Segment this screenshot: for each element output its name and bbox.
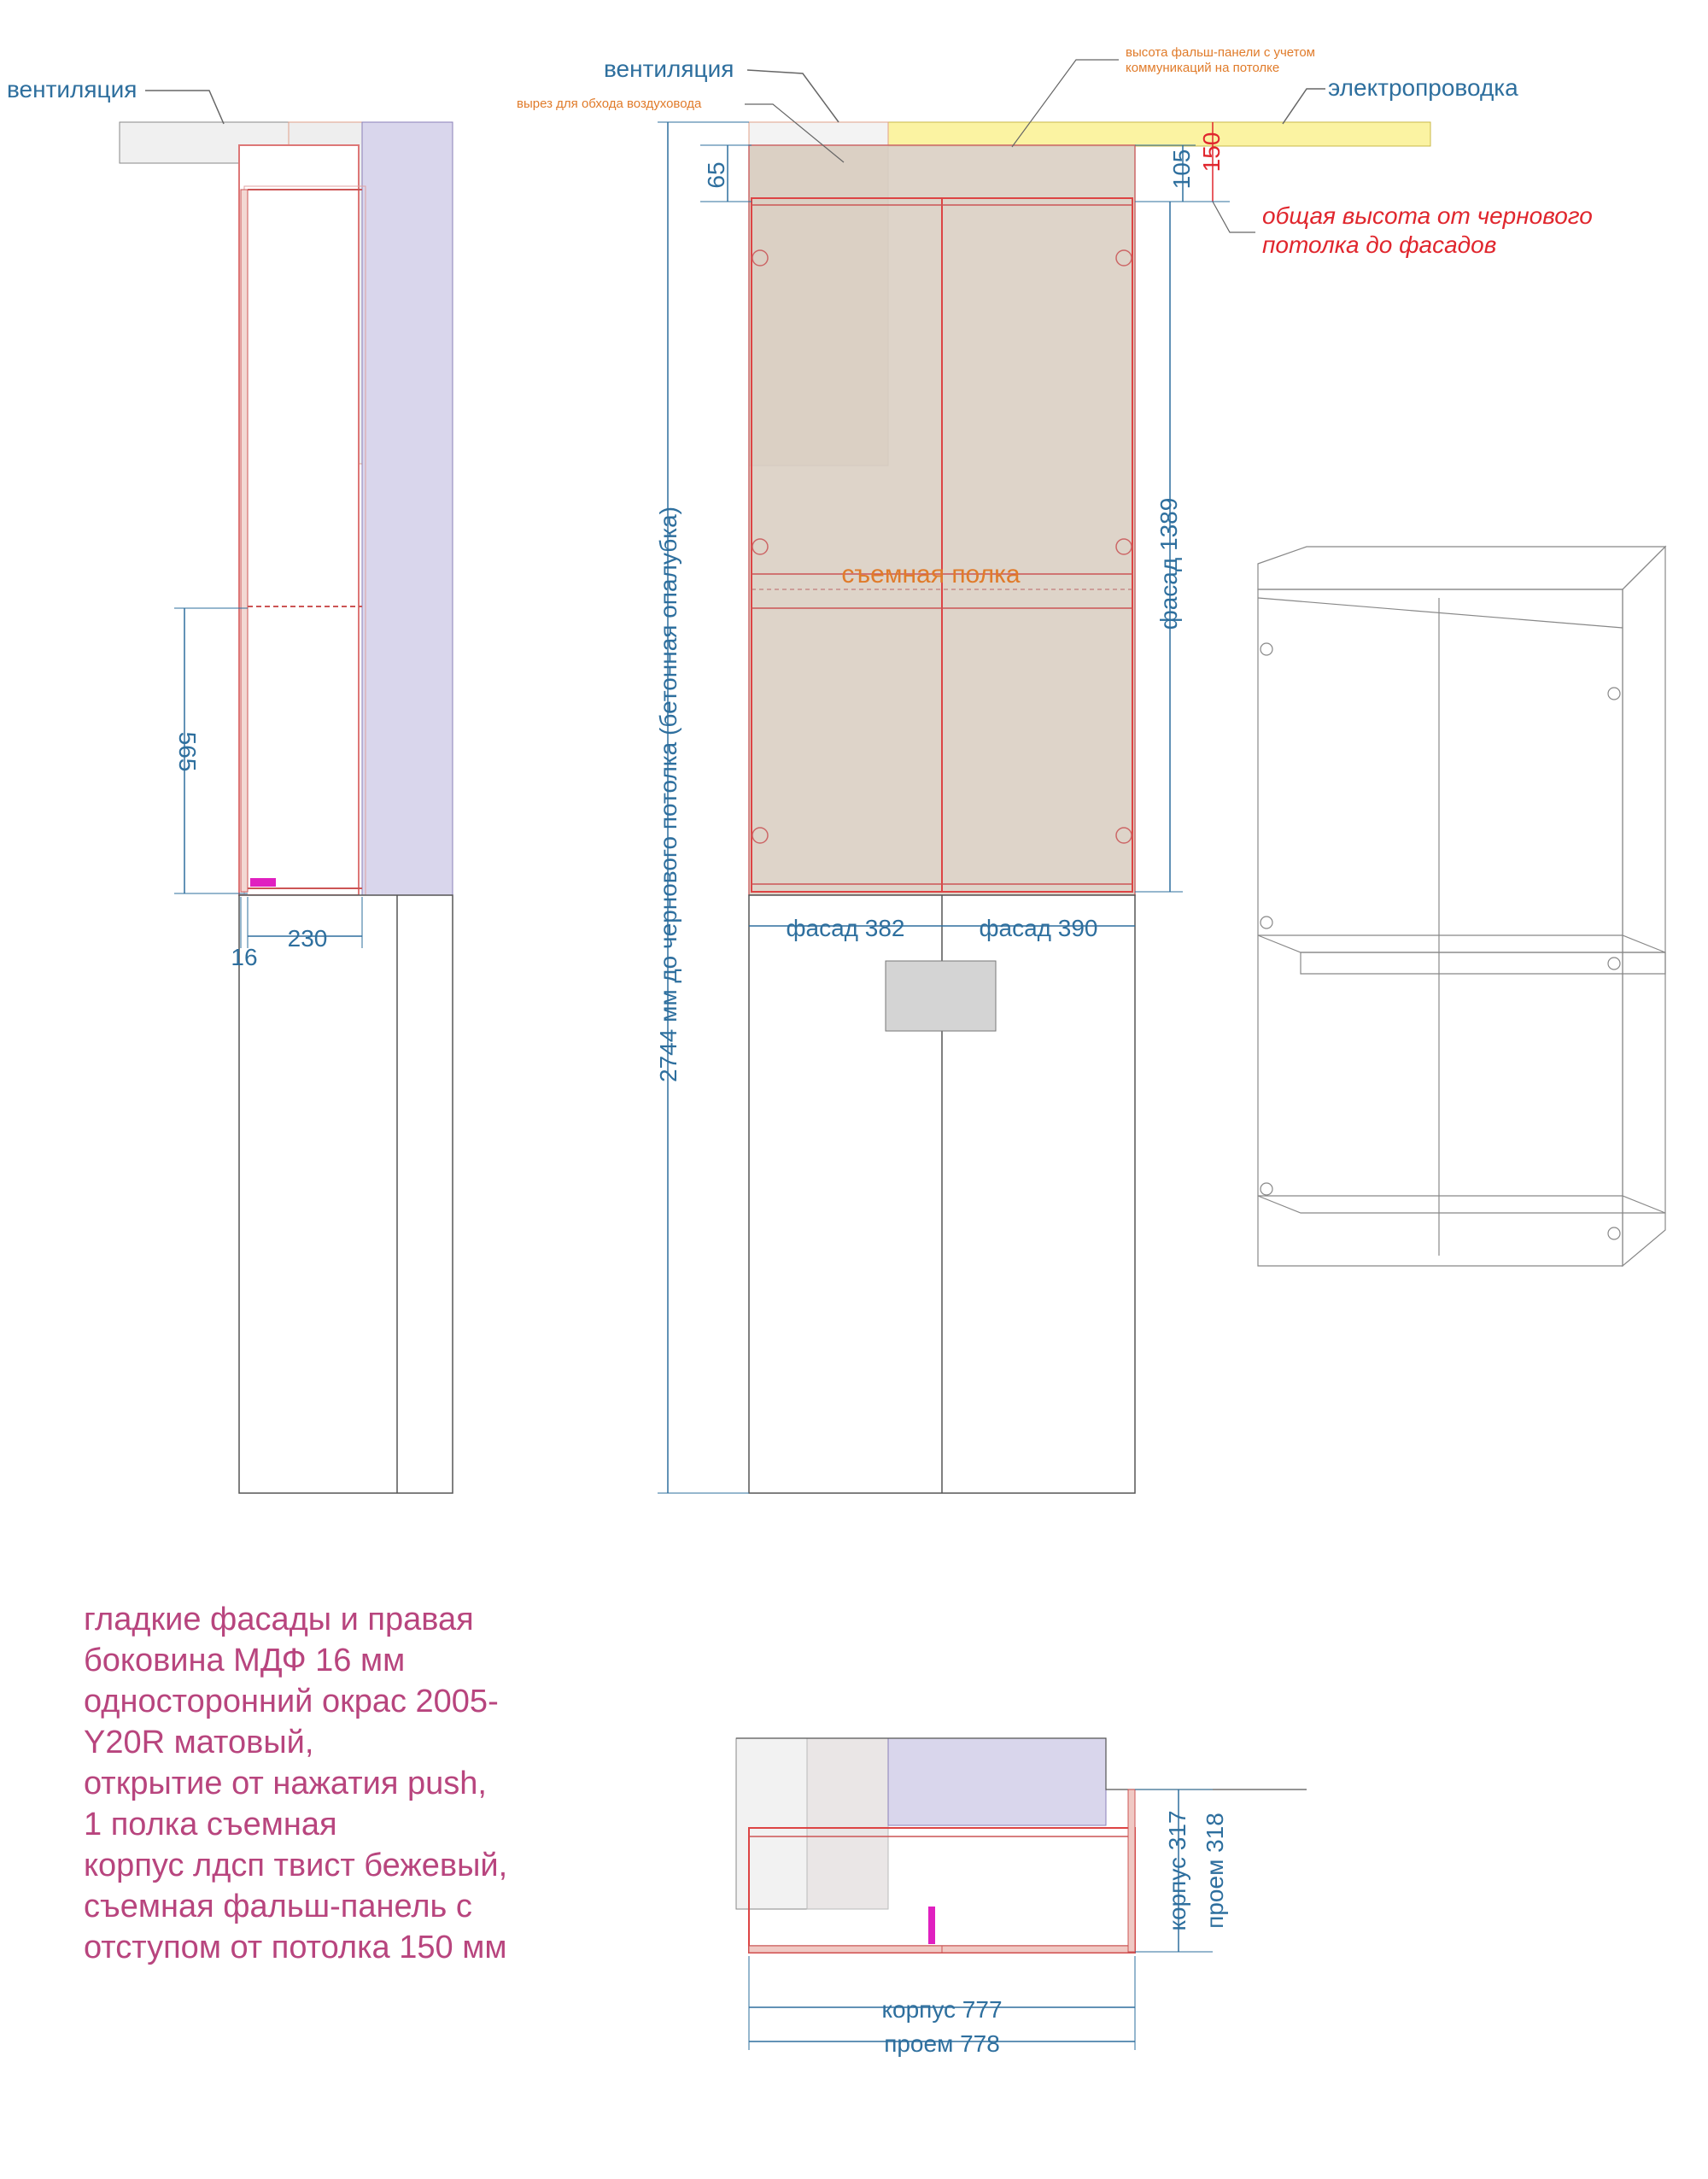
iso-hinge-1	[1261, 643, 1272, 655]
side-dim-565: 565	[174, 731, 201, 772]
iso-hinge-6	[1608, 1227, 1620, 1239]
note-line: односторонний окрас 2005-	[84, 1684, 499, 1719]
iso-shelf	[1258, 935, 1665, 952]
note-line: гладкие фасады и правая	[84, 1602, 474, 1637]
side-view	[7, 76, 453, 1493]
specification-notes	[84, 1599, 630, 1968]
iso-hinge-3	[1261, 1183, 1272, 1195]
front-false-panel-label-2: коммуникаций на потолке	[1126, 61, 1280, 75]
plan-facade-right	[942, 1946, 1135, 1953]
front-wiring-leader	[1283, 89, 1325, 124]
front-grey-box	[886, 961, 996, 1031]
note-line: Y20R матовый,	[84, 1725, 314, 1760]
note-line: открытие от нажатия push,	[84, 1766, 487, 1801]
side-panel-left	[241, 190, 248, 892]
plan-side-panel-right	[1128, 1789, 1135, 1952]
front-total-height-label-1: общая высота от чернового	[1262, 202, 1593, 229]
side-ventilation-label: вентиляция	[7, 76, 137, 103]
iso-front-outline	[1258, 589, 1623, 1266]
note-line: 1 полка съемная	[84, 1807, 337, 1842]
iso-hinge-5	[1608, 958, 1620, 969]
front-false-panel-label-1: высота фальш-панели с учетом	[1126, 45, 1315, 60]
front-ventilation-leader	[747, 70, 839, 122]
plan-facade-left	[749, 1946, 942, 1953]
front-dim-65: 65	[703, 161, 729, 189]
front-view	[517, 45, 1593, 1493]
front-wiring-label: электропроводка	[1328, 74, 1518, 101]
front-dim-382: фасад 382	[786, 915, 905, 941]
side-dim-16: 16	[231, 944, 258, 970]
front-dim-1389: фасад 1389	[1155, 497, 1182, 630]
side-lower-cabinet	[239, 895, 453, 1493]
iso-top-panel	[1258, 547, 1665, 589]
front-cutout-label: вырез для обхода воздуховода	[517, 97, 702, 111]
front-total-height-label-2: потолка до фасадов	[1262, 231, 1497, 258]
side-push-latch	[250, 878, 276, 887]
iso-shelf-front	[1301, 952, 1665, 974]
front-dim-2744: 2744 мм до чернового потолка (бетонная опалубка)	[655, 507, 681, 1082]
front-ventilation-label: вентиляция	[604, 56, 734, 82]
front-dim-150: 150	[1198, 132, 1225, 173]
plan-push-latch	[928, 1907, 935, 1944]
iso-hinge-4	[1608, 688, 1620, 700]
front-removable-shelf-label: съемная полка	[841, 560, 1021, 589]
front-dim-105: 105	[1168, 149, 1195, 190]
plan-dim-corpus-777: корпус 777	[881, 1996, 1003, 2023]
front-total-height-leader	[1213, 202, 1255, 232]
plan-view	[736, 1738, 1307, 2057]
plan-lavender-area	[888, 1738, 1106, 1825]
iso-top-rail	[1258, 598, 1623, 628]
isometric-view	[1258, 547, 1665, 1266]
note-line: съемная фальш-панель с	[84, 1889, 472, 1924]
iso-side-panel	[1623, 547, 1665, 1266]
side-cabinet-outline	[239, 145, 359, 895]
front-dim-390: фасад 390	[979, 915, 1098, 941]
plan-dim-opening-778: проем 778	[884, 2030, 1000, 2057]
plan-dim-corpus-317: корпус 317	[1164, 1810, 1190, 1931]
iso-hinge-2	[1261, 917, 1272, 928]
note-line: корпус лдсп твист бежевый,	[84, 1848, 508, 1883]
note-line: боковина МДФ 16 мм	[84, 1643, 406, 1678]
front-yellow-false-panel	[888, 122, 1430, 146]
side-dim-230: 230	[287, 925, 328, 952]
plan-dim-opening-318: проем 318	[1202, 1813, 1228, 1929]
iso-bottom-shelf	[1258, 1196, 1665, 1213]
side-lavender-panel	[362, 122, 453, 895]
note-line: отступом от потолка 150 мм	[84, 1930, 507, 1965]
side-ventilation-leader	[145, 91, 224, 124]
plan-light-area	[807, 1738, 888, 1909]
